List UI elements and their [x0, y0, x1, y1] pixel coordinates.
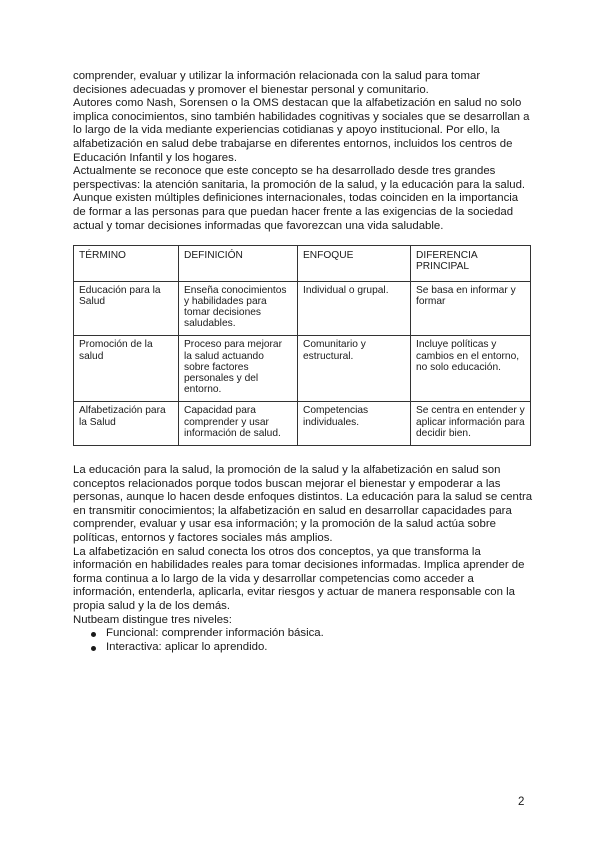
table-cell: Individual o grupal.	[298, 281, 411, 336]
table-cell: Se centra en entender y aplicar información para decidir bien.	[411, 402, 531, 446]
table-cell: Educación para la Salud	[74, 281, 179, 336]
table-cell: Comunitario y estructural.	[298, 336, 411, 402]
table-header-cell: DIFERENCIA PRINCIPAL	[411, 246, 531, 281]
bullet-icon	[91, 646, 96, 651]
list-item	[90, 627, 533, 641]
table-header-cell: TÉRMINO	[74, 246, 179, 281]
page-number: 2	[518, 796, 525, 808]
document-page	[73, 70, 533, 655]
table-cell: Se basa en informar y formar	[411, 281, 531, 336]
levels-list	[73, 627, 533, 655]
table-cell: Promoción de la salud	[74, 336, 179, 402]
paragraph: Aunque existen múltiples definiciones internacionales, todas coinciden en la importancia de formar a las personas para que puedan hacer frente a las exigencias de la sociedad actual y tomar decisiones informadas que favorezcan una vida saludable.	[73, 192, 519, 232]
table-header-cell: ENFOQUE	[298, 246, 411, 281]
paragraph: Actualmente se reconoce que este concepto se ha desarrollado desde tres grandes perspectivas: la atención sanitaria, la promoción de la salud, y la educación para la salud.	[73, 165, 526, 191]
list-item-text: Funcional: comprender información básica.	[106, 627, 324, 640]
table-cell: Enseña conocimientos y habilidades para tomar decisiones saludables.	[179, 281, 298, 336]
concepts-table	[73, 245, 531, 446]
table-header-cell: DEFINICIÓN	[179, 246, 298, 281]
table-row	[74, 281, 531, 336]
table-cell: Capacidad para comprender y usar información de salud.	[179, 402, 298, 446]
list-item-text: Interactiva: aplicar lo aprendido.	[106, 640, 268, 653]
table-header-row	[74, 246, 531, 281]
paragraph: comprender, evaluar y utilizar la información relacionada con la salud para tomar decisiones adecuadas y promover el bienestar personal y comunitario.	[73, 70, 481, 96]
table-cell: Competencias individuales.	[298, 402, 411, 446]
bullet-icon	[91, 632, 96, 637]
table-cell: Incluye políticas y cambios en el entorno, no solo educación.	[411, 336, 531, 402]
paragraph: La alfabetización en salud conecta los otros dos conceptos, ya que transforma la información en habilidades reales para tomar decisiones informadas. Implica aprender de forma continua a lo largo de la vida y desarrollar competencias como acceder a información, entenderla, aplicarla, evitar riesgos y actuar de manera responsable con la propia salud y la de los demás.	[73, 545, 525, 612]
table-cell: Alfabetización para la Salud	[74, 402, 179, 446]
paragraph: Nutbeam distingue tres niveles:	[73, 613, 232, 626]
table-row	[74, 336, 531, 402]
paragraph: Autores como Nash, Sorensen o la OMS destacan que la alfabetización en salud no solo implica conocimientos, sino también habilidades cognitivas y sociales que se desarrollan a lo largo de la vida mediante experiencias cotidianas y apoyo institucional. Por ello, la alfabetización en salud debe trabajarse en diferentes entornos, incluidos los centros de Educación Infantil y los hogares.	[73, 97, 530, 164]
table-row	[74, 402, 531, 446]
paragraph: La educación para la salud, la promoción de la salud y la alfabetización en salud son conceptos relacionados porque todos buscan mejorar el bienestar y empoderar a las personas, aunque lo hacen desde enfoques distintos. La educación para la salud se centra en transmitir conocimientos; la alfabetización en salud en desarrollar capacidades para comprender, evaluar y usar esa información; y la promoción de la salud actúa sobre políticas, entornos y factores sociales más amplios.	[73, 463, 533, 544]
list-item	[90, 641, 533, 655]
table-cell: Proceso para mejorar la salud actuando sobre factores personales y del entorno.	[179, 336, 298, 402]
